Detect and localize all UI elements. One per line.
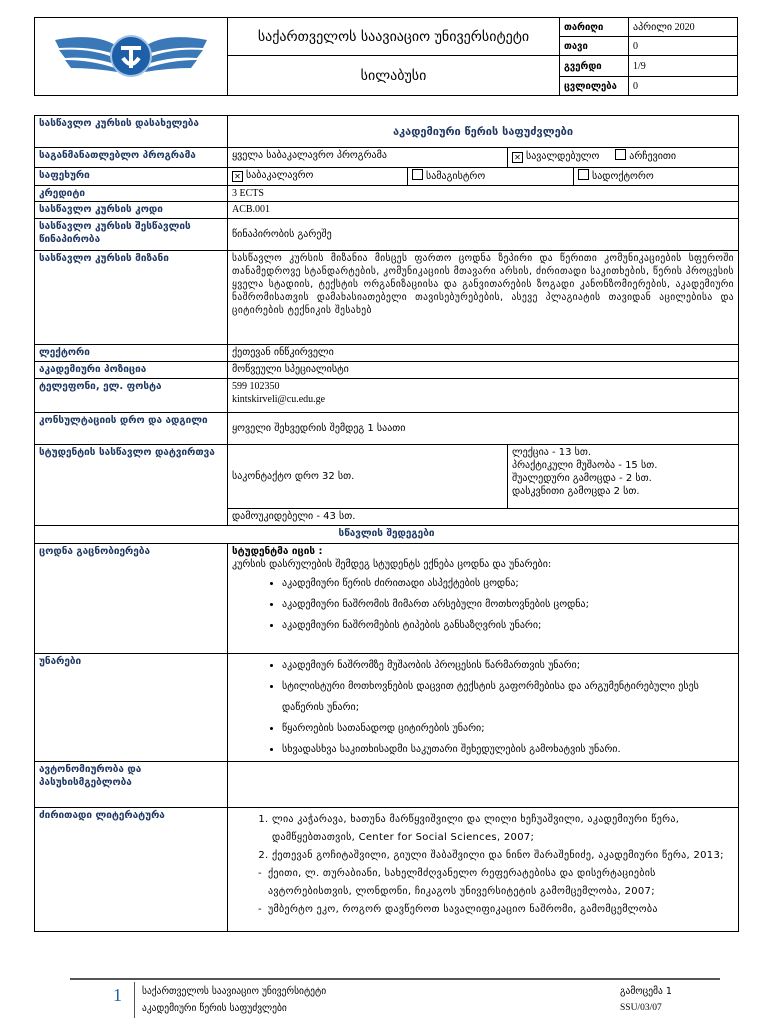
list-item: - ქეითი, ლ. თურაბიანი, სახელმძღვანელო რეფერატებისა და დისერტაციების ავტორებისთვის, ლონდონი, ჩიკაგოს უნივერსიტეტის გამომცემლობა, 2007;: [232, 865, 734, 901]
doctor-checkbox: [578, 169, 589, 180]
knowledge-label: ცოდნა გაცნობიერება: [35, 544, 228, 654]
master-label: სამაგისტრო: [426, 171, 486, 182]
skills-value: [228, 654, 739, 762]
load-item: შუალედური გამოცდა - 2 სთ.: [512, 473, 652, 484]
load-breakdown: [508, 445, 739, 509]
goal-label: სასწავლო კურსის მიზანი: [35, 251, 228, 345]
doctor-label: სადოქტორო: [592, 171, 654, 182]
load-item: დასკვნითი გამოცდა 2 სთ.: [512, 486, 640, 497]
level-label: საფეხური: [35, 168, 228, 186]
code-label: სასწავლო კურსის კოდი: [35, 202, 228, 219]
after-course: კურსის დასრულების შემდეგ სტუდენტს ექნება ცოდნა და უნარები:: [232, 559, 552, 570]
meta-key: თარიღი: [560, 18, 629, 37]
goal-value: სასწავლო კურსის მიზანია მისცეს ფართო ცოდნა ზეპირი და წერითი კომუნიკაციების სფეროში თანამედროვე სტანდარტების, კომუნიკაციის მთავარი არსის, ძირითადი საკითხების, წერის პროცესის ყველა სტადიის, ტექსტის ორგანიზაციისა და განვითარების ზოგადი კანონზომიერების, აკადემიური ნაშრომისათვის დამახასიათებელი თავისებურებების, ასევე პლაგიატის თავიდან აცილებისა და ციტირების ტექნიკის შესახებ: [228, 251, 739, 345]
program-label: საგანმანათლებლო პროგრამა: [35, 148, 228, 168]
knowledge-value: [228, 544, 739, 654]
lecturer-label: ლექტორი: [35, 345, 228, 362]
load-item: პრაქტიკული მუშაობა - 15 სთ.: [512, 460, 658, 471]
list-item: • სტილისტური მოთხოვნების დაცვით ტექსტის გაფორმებისა და არგუმენტირებული ესეს დაწერის უნარი;: [282, 676, 734, 718]
list-item: • აკადემიური ნაშრომის მიმართ არსებული მოთხოვნების ცოდნა;: [282, 594, 734, 615]
meta-key: თავი: [560, 37, 629, 56]
university-logo-icon: [35, 18, 227, 92]
outcomes-section-title: სწავლის შედეგები: [35, 526, 739, 544]
prereq-label: სასწავლო კურსის შესწავლის წინაპირობა: [35, 219, 228, 251]
bachelor-label: საბაკალავრო: [246, 170, 314, 181]
independent-work: დამოუკიდებელი - 43 სთ.: [228, 509, 739, 526]
contact-time: საკონტაქტო დრო 32 სთ.: [228, 445, 508, 509]
footer-course: აკადემიური წერის საფუძვლები: [142, 1003, 287, 1014]
footer-code: SSU/03/07: [620, 1003, 662, 1013]
phone: 599 102350: [232, 381, 280, 392]
skills-label: უნარები: [35, 654, 228, 762]
knowledge-list: [232, 573, 734, 636]
footer-divider: [70, 978, 720, 980]
meta-key: ცვლილება: [560, 77, 629, 96]
header-table: [34, 17, 738, 96]
list-item: 2. ქეთევან გოჩიტაშვილი, გიული შაბაშვილი და ნინო შარაშენიძე, აკადემიური წერა, 2013;: [272, 847, 734, 865]
university-name: საქართველოს საავიაციო უნივერსიტეტი: [228, 18, 560, 56]
consult-value: ყოველი შეხვედრის შემდეგ 1 საათი: [228, 413, 739, 445]
syllabus-table: [34, 115, 739, 932]
list-item: • სხვადასხვა საკითხისადმი საკუთარი შეხედულების გამოხატვის უნარი.: [282, 739, 734, 760]
level-bachelor: [228, 168, 408, 186]
meta-key: გვერდი: [560, 56, 629, 77]
list-item: - უმბერტო ეკო, როგორ დავწეროთ სავალიფიკაციო ნაშრომი, გამომცემლობა: [232, 901, 734, 919]
literature-value: [228, 808, 739, 932]
mandatory-checkbox: ✕: [512, 152, 523, 163]
literature-label: ძირითადი ლიტერატურა: [35, 808, 228, 932]
list-item: • წყაროების სათანადოდ ციტირების უნარი;: [282, 718, 734, 739]
meta-value: აპრილი 2020: [629, 18, 738, 37]
code-value: ACB.001: [228, 202, 739, 219]
elective-checkbox: [615, 149, 626, 160]
logo-cell: [35, 18, 228, 96]
program-type: [508, 148, 739, 168]
position-label: აკადემიური პოზიცია: [35, 362, 228, 379]
email-link[interactable]: kintskirveli@cu.edu.ge: [232, 394, 326, 405]
meta-value: 0: [629, 77, 738, 96]
document-type: სილაბუსი: [228, 56, 560, 96]
autonomy-label: ავტონომიურობა და პასუხისმგებლობა: [35, 762, 228, 808]
list-item: • აკადემიურ ნაშრომზე მუშაობის პროცესის წარმართვის უნარი;: [282, 655, 734, 676]
footer-separator: [134, 982, 135, 1018]
footer-edition: გამოცემა 1: [620, 986, 672, 997]
lecturer-value: ქეთევან ინწკირველი: [228, 345, 739, 362]
elective-label: არჩევითი: [629, 151, 677, 162]
course-name-value: აკადემიური წერის საფუძვლები: [228, 116, 739, 148]
prereq-value: წინაპირობის გარეშე: [228, 219, 739, 251]
autonomy-value: [228, 762, 739, 808]
list-item: • აკადემიური ნაშრომების ტიპების განსაზღვრის უნარი;: [282, 615, 734, 636]
credit-label: კრედიტი: [35, 186, 228, 202]
meta-value: 0: [629, 37, 738, 56]
course-name-label: სასწავლო კურსის დასახელება: [35, 116, 228, 148]
level-doctor: [574, 168, 739, 186]
student-will: სტუდენტმა იცის :: [232, 546, 323, 557]
load-label: სტუდენტის სასწავლო დატვირთვა: [35, 445, 228, 526]
credit-value: 3 ECTS: [228, 186, 739, 202]
program-value: ყველა საბაკალავრო პროგრამა: [228, 148, 508, 168]
page-number: 1: [113, 985, 122, 1005]
consult-label: კონსულტაციის დრო და ადგილი: [35, 413, 228, 445]
list-item: • აკადემიური წერის ძირითადი ასპექტების ცოდნა;: [282, 573, 734, 594]
meta-value: 1/9: [629, 56, 738, 77]
load-item: ლექცია - 13 სთ.: [512, 447, 592, 458]
bachelor-checkbox: ✕: [232, 171, 243, 182]
mandatory-label: სავალდებულო: [526, 151, 600, 162]
contact-value: [228, 379, 739, 413]
master-checkbox: [412, 169, 423, 180]
list-item: 1. ლია კაჭარავა, ხათუნა მარწყვიშვილი და ლილი ხეჩუაშვილი, აკადემიური წერა, დამწყებთათვის, Center for Social Sciences, 2007;: [272, 811, 734, 847]
contact-label: ტელეფონი, ელ. ფოსტა: [35, 379, 228, 413]
footer-university: საქართველოს საავიაციო უნივერსიტეტი: [142, 986, 327, 997]
level-master: [408, 168, 574, 186]
position-value: მოწვეული სპეციალისტი: [228, 362, 739, 379]
skills-list: [232, 655, 734, 760]
literature-list: [232, 811, 734, 865]
